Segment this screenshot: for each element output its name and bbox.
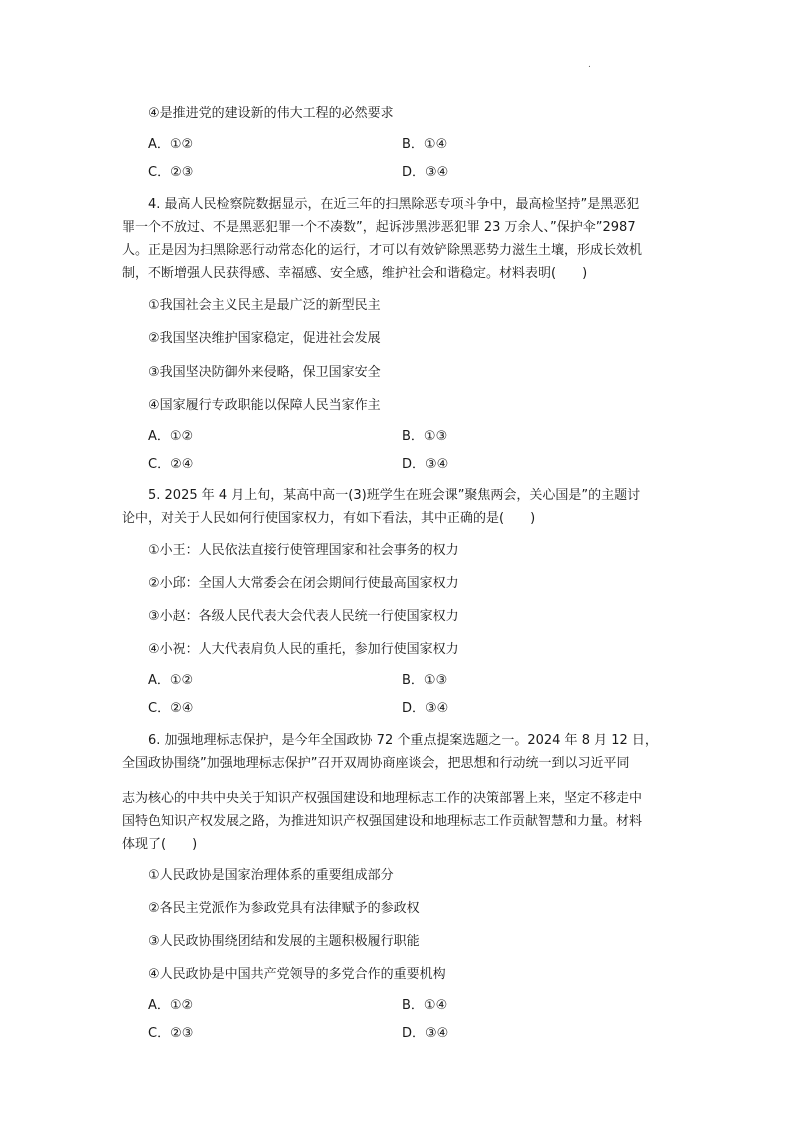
q3-option-d[interactable]: D．③④ — [402, 165, 449, 180]
q5-option-a[interactable]: A．①② — [148, 673, 194, 688]
q5-statement-1: ①小王：人民依法直接行使管理国家和社会事务的权力 — [148, 543, 459, 558]
q3-option-c[interactable]: C．②③ — [148, 165, 194, 180]
q4-stem-line-2: 罪一个不放过、不是黑恶犯罪一个不凑数”，起诉涉黑涉恶犯罪 23 万余人、”保护伞”2987 — [122, 220, 636, 235]
q6-option-b[interactable]: B．①④ — [402, 998, 448, 1013]
q4-option-c[interactable]: C．②④ — [148, 457, 194, 472]
q4-stem-line-3: 人。正是因为扫黑除恶行动常态化的运行，才可以有效铲除黑恶势力滋生土壤，形成长效机 — [122, 243, 643, 258]
corner-mark: . — [588, 60, 591, 70]
q4-stem-line-4: 制，不断增强人民获得感、幸福感、安全感，维护社会和谐稳定。材料表明( ) — [122, 266, 588, 281]
q6-stem-line-1: 6. 加强地理标志保护，是今年全国政协 72 个重点提案选题之一。2024 年 8 月 12 日， — [148, 733, 658, 748]
q4-option-d[interactable]: D．③④ — [402, 457, 449, 472]
q4-stem-line-1: 4. 最高人民检察院数据显示，在近三年的扫黑除恶专项斗争中，最高检坚持”是黑恶犯 — [148, 197, 640, 212]
q3-option-a[interactable]: A．①② — [148, 137, 194, 152]
q6-statement-2: ②各民主党派作为参政党具有法律赋予的参政权 — [148, 901, 420, 916]
q5-statement-3: ③小赵：各级人民代表大会代表人民统一行使国家权力 — [148, 609, 459, 624]
q3-statement-4: ④是推进党的建设新的伟大工程的必然要求 — [148, 106, 394, 121]
q3-option-b[interactable]: B．①④ — [402, 137, 448, 152]
q6-statement-3: ③人民政协围绕团结和发展的主题积极履行职能 — [148, 934, 420, 949]
q4-statement-2: ②我国坚决维护国家稳定，促进社会发展 — [148, 331, 381, 346]
q5-option-c[interactable]: C．②④ — [148, 701, 194, 716]
q5-option-b[interactable]: B．①③ — [402, 673, 448, 688]
q4-option-a[interactable]: A．①② — [148, 429, 194, 444]
q6-statement-1: ①人民政协是国家治理体系的重要组成部分 — [148, 868, 394, 883]
q4-statement-4: ④国家履行专政职能以保障人民当家作主 — [148, 398, 381, 413]
q4-statement-1: ①我国社会主义民主是最广泛的新型民主 — [148, 298, 381, 313]
q5-statement-4: ④小祝：人大代表肩负人民的重托，参加行使国家权力 — [148, 642, 459, 657]
q6-option-a[interactable]: A．①② — [148, 998, 194, 1013]
q6-stem-line-2: 全国政协围绕”加强地理标志保护”召开双周协商座谈会，把思想和行动统一到以习近平同 — [122, 756, 630, 771]
q6-stem-line-5: 体现了( ) — [122, 837, 198, 852]
q4-statement-3: ③我国坚决防御外来侵略，保卫国家安全 — [148, 365, 381, 380]
q6-statement-4: ④人民政协是中国共产党领导的多党合作的重要机构 — [148, 967, 446, 982]
q6-stem-line-3: 志为核心的中共中央关于知识产权强国建设和地理标志工作的决策部署上来，坚定不移走中 — [122, 791, 643, 806]
q6-option-c[interactable]: C．②③ — [148, 1026, 194, 1041]
q5-option-d[interactable]: D．③④ — [402, 701, 449, 716]
q5-stem-line-1: 5. 2025 年 4 月上旬，某高中高一(3)班学生在班会课”聚焦两会，关心国是”的主题讨 — [148, 488, 641, 503]
q4-option-b[interactable]: B．①③ — [402, 429, 448, 444]
q5-statement-2: ②小邱：全国人大常委会在闭会期间行使最高国家权力 — [148, 576, 459, 591]
q5-stem-line-2: 论中，对关于人民如何行使国家权力，有如下看法，其中正确的是( ) — [122, 511, 536, 526]
q6-option-d[interactable]: D．③④ — [402, 1026, 449, 1041]
q6-stem-line-4: 国特色知识产权发展之路，为推进知识产权强国建设和地理标志工作贡献智慧和力量。材料 — [122, 814, 643, 829]
